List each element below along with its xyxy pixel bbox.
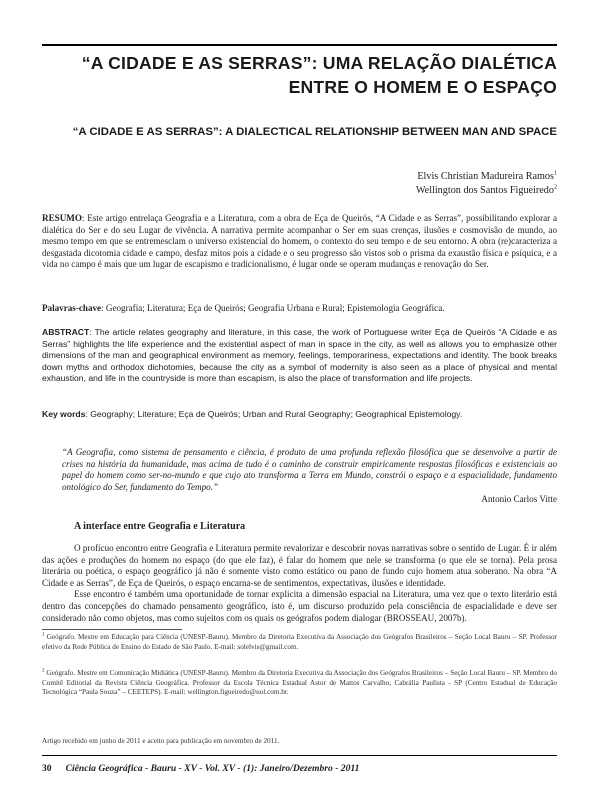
resumo-text: : Este artigo entrelaça Geografia e a Literatura, com a obra de Eça de Queirós, “A Cidade e as Serras”, possibilitando explorar a dialética do Ser e do seu Lugar de vivência. A narrativa permite acompanhar o Ser em suas crenças, ilusões e cosmovisão de mundo, ao mesmo tempo em que se entremesclam o universo existencial do homem, o contexto do seu tempo e de seu entorno. A obra (re)caracteriza a desgastada dicotomia cidade e campo, desfaz mitos pois a cidade e o seu progresso são vistos sob o prisma da exaustão física e psíquica, e a vida no campo é mais que um lugar de escapismo e tradicionalismo, é lugar onde se operam mudanças e renovação do Ser. (42, 213, 557, 270)
footnote-2 (42, 669, 557, 698)
article-title-english: “A CIDADE E AS SERRAS”: A DIALECTICAL RELATIONSHIP BETWEEN MAN AND SPACE (72, 126, 557, 138)
footnote-number: 2 (42, 668, 45, 674)
author-2 (416, 184, 557, 198)
resumo-block (42, 213, 557, 271)
abstract-label: ABSTRACT (42, 327, 90, 337)
footnote-number: 1 (42, 632, 45, 638)
keywords-en (42, 409, 557, 421)
footnote-text: Geógrafo. Mestre em Comunicação Midiática (UNESP-Bauru). Membro da Diretoria Executiva da Associação dos Geógrafos Brasileiros – Seção Local Bauru – SP. Membro do Comitê Editorial da Revista Ciência Geográfica. Professor da Escola Técnica Estadual Astor de Mattos Carvalho, Cabrália Paulista - SP (Centro Estadual de Educação Tecnológica “Paula Souza” – CEETEPS). E-mail: wellington.figueiredo@uol.com.br. (42, 669, 558, 697)
received-note: Artigo recebido em junho de 2011 e aceito para publicação em novembro de 2011. (42, 737, 280, 745)
author-note-ref: 1 (554, 170, 557, 177)
page-footer (42, 763, 359, 775)
top-rule (42, 44, 557, 46)
abstract-block (42, 327, 557, 385)
body-paragraph: Esse encontro é também uma oportunidade de tornar explícita a dimensão espacial na Literatura, uma vez que o texto literário está dentro das concepções do chamado pensamento geográfico, isto é, um discurso produzido pela consciência de espacialidade e deve ser considerado não como objetos, mas como sujeitos com os quais os geógrafos podem dialogar (BROSSEAU, 2007b). (42, 589, 557, 623)
keywords-en-label: Key words (42, 409, 86, 419)
journal-citation: Ciência Geográfica - Bauru - XV - Vol. XV - (1): Janeiro/Dezembro - 2011 (65, 763, 360, 774)
author-1 (416, 170, 557, 184)
body-paragraph: O profícuo encontro entre Geografia e Literatura permite revalorizar e descobrir novas narrativas sobre o sentido de Lugar. É ir além das ações e produções do homem no espaço (do que ele faz), é falar do homem que nele se transforma (o que ele se torna). Pela prosa literária ou poética, o espaço geográfico já não é somente visto como estático ou pano de fundo cujo homem atua soberano. Na obra “A Cidade e as Serras”, de Eça de Queirós, o espaço encarna-se de sentimentos, expectativas, ilusões e identidade. (42, 543, 557, 588)
keywords-pt-text: : Geografia; Literatura; Eça de Queirós; Geografia Urbana e Rural; Epistemologia Geográfica. (101, 303, 445, 313)
abstract-text: : The article relates geography and literature, in this case, the work of Portuguese writer Eça de Queirós “A Cidade e as Serras” highlights the life experience and the existential aspect of man in space in the city, as well as allows you to emphasize other dimensions of the man and geographical environment as memory, feelings, temporariness, expectations and identity. The book breaks down myths and orthodox dichotomies, because the city as a symbol of modernity is also seen as a place of physical and mental exhaustion, and life in the countryside is more than escapism, is also the place of transformation and life projects. (42, 327, 557, 384)
resumo-label: RESUMO (42, 213, 82, 223)
page-number: 30 (42, 763, 52, 774)
footnote-text: Geógrafo. Mestre em Educação para Ciência (UNESP-Bauru). Membro da Diretoria Executiva da Associação dos Geógrafos Brasileiros – Seção Local Bauru – SP. Professor efetivo da Rede Pública de Ensino do Estado de São Paulo. E-mail: solelvis@gmail.com. (42, 633, 557, 651)
author-name: Elvis Christian Madureira Ramos (417, 171, 554, 182)
keywords-en-text: : Geography; Literature; Eça de Queirós; Urban and Rural Geography; Geographical Epistemology. (85, 409, 463, 419)
author-name: Wellington dos Santos Figueiredo (415, 185, 554, 196)
epigraph-quote: “A Geografia, como sistema de pensamento e ciência, é produto de uma profunda reflexão filosófica que se desenvolve a partir de crises na história da humanidade, mas acima de tudo é o caminho de construir empiricamente respostas filosóficas e existenciais ao papel do homem como ser-no-mundo e que cujo ato transforma a Terra em Mundo, constrói o espaço e a espacialidade, fundamento ontológico do Ser, fundamento do Tempo.” (62, 447, 557, 492)
author-list (416, 170, 557, 198)
author-note-ref: 2 (554, 184, 557, 191)
footnote-rule (42, 629, 182, 630)
keywords-pt (42, 303, 557, 315)
article-title: “A CIDADE E AS SERRAS”: UMA RELAÇÃO DIALÉTICA ENTRE O HOMEM E O ESPAÇO (81, 53, 557, 97)
keywords-pt-label: Palavras-chave (42, 303, 102, 313)
footer-rule (42, 755, 557, 756)
section-heading: A interface entre Geografia e Literatura (74, 521, 246, 532)
epigraph-author: Antonio Carlos Vitte (481, 494, 557, 504)
section-body (42, 543, 557, 624)
footnote-1 (42, 633, 557, 652)
